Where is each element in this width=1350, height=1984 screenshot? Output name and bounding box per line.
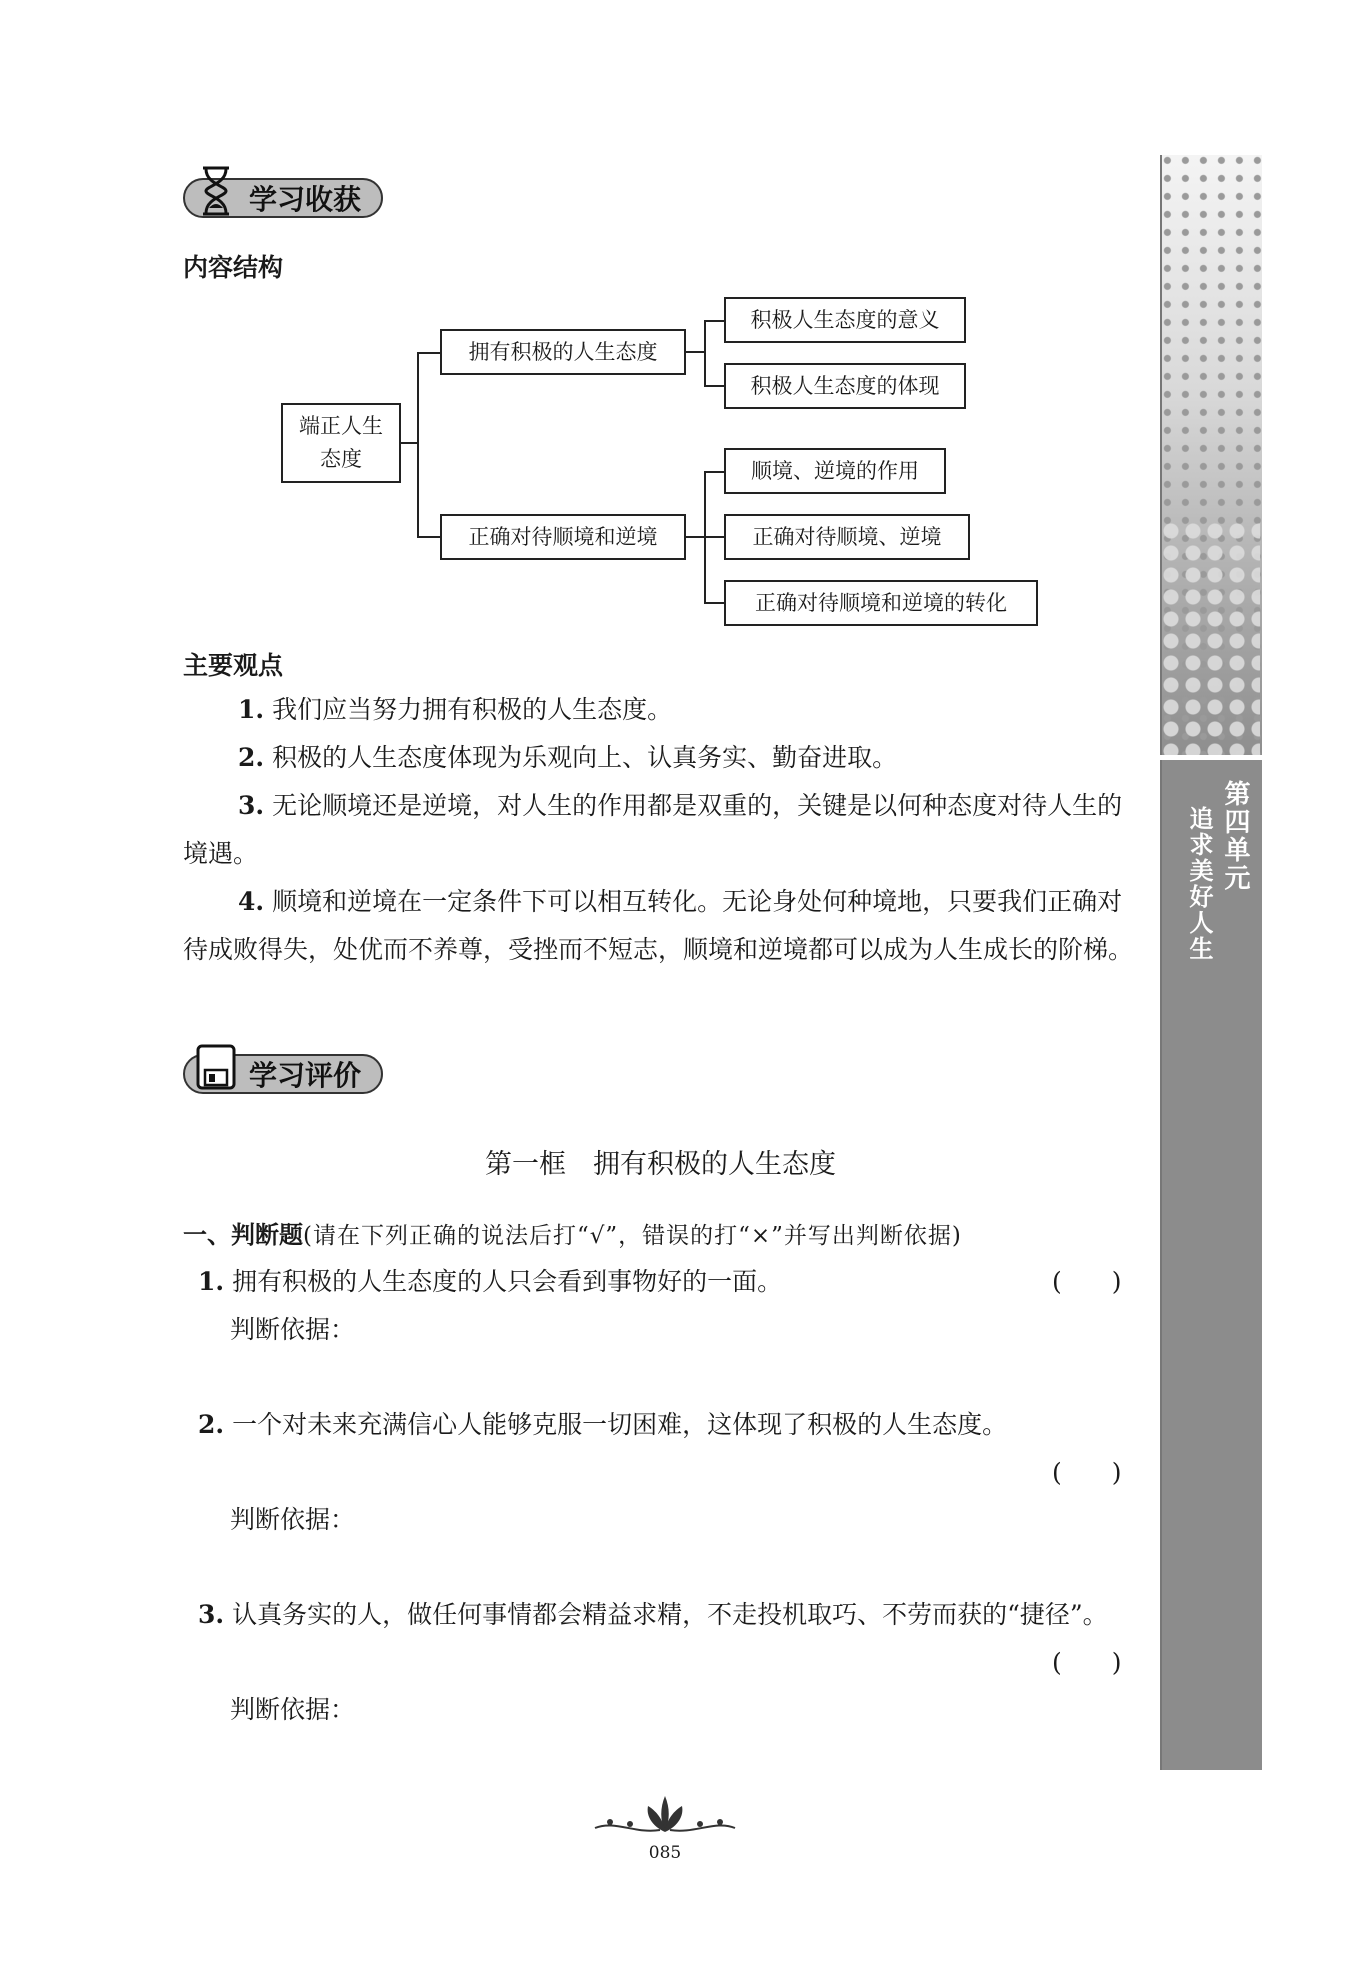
question-heading: 一、判断题(请在下列正确的说法后打“√”，错误的打“×”并写出判断依据) (183, 1221, 962, 1249)
answer-blank-3[interactable]: ( ) (1052, 1648, 1122, 1677)
side-tab-unit: 第四单元 (1220, 780, 1250, 892)
question-2: 2. 一个对未来充满信心人能够克服一切困难，这体现了积极的人生态度。 (198, 1410, 1008, 1439)
answer-blank-2[interactable]: ( ) (1052, 1458, 1122, 1487)
learning-evaluation-badge (183, 1054, 383, 1094)
side-tab (1160, 760, 1262, 1770)
main-points-title: 主要观点 (183, 651, 284, 680)
diagram-leaf-2-1: 顺境、逆境的作用 (724, 448, 946, 494)
diagram-leaf-1-1: 积极人生态度的意义 (724, 297, 966, 343)
point-1: 1. 我们应当努力拥有积极的人生态度。 (238, 695, 673, 724)
floppy-disk-icon (195, 1042, 237, 1092)
content-structure-title: 内容结构 (183, 253, 284, 282)
diagram-leaf-1-2: 积极人生态度的体现 (724, 363, 966, 409)
learning-gains-title: 学习收获 (249, 183, 362, 216)
learning-evaluation-title: 学习评价 (249, 1059, 362, 1092)
answer-blank-1[interactable]: ( ) (1052, 1267, 1122, 1296)
question-1: 1. 拥有积极的人生态度的人只会看到事物好的一面。 (198, 1267, 783, 1296)
page-number: 085 (648, 1843, 682, 1863)
lesson-title: 第一框 拥有积极的人生态度 (485, 1149, 836, 1180)
question-3: 3. 认真务实的人，做任何事情都会精益求精，不走投机取巧、不劳而获的“捷径”。 (198, 1600, 1108, 1629)
basis-label-1: 判断依据： (230, 1315, 356, 1344)
point-2: 2. 积极的人生态度体现为乐观向上、认真务实、勤奋进取。 (238, 743, 898, 772)
diagram-branch-1: 拥有积极的人生态度 (440, 329, 686, 375)
side-tab-dots (1160, 520, 1260, 755)
point-4: 4. 顺境和逆境在一定条件下可以相互转化。无论身处何种境地，只要我们正确对待成败得失，处优而不养尊，受挫而不短志，顺境和逆境都可以成为人生成长的阶梯。 (183, 887, 1134, 964)
learning-gains-badge (183, 178, 383, 218)
side-tab-title: 追求美好人生 (1185, 806, 1213, 962)
diagram-branch-2: 正确对待顺境和逆境 (440, 514, 686, 560)
diagram-leaf-2-3: 正确对待顺境和逆境的转化 (724, 580, 1038, 626)
footer-ornament-icon (590, 1790, 740, 1840)
basis-label-3: 判断依据： (230, 1695, 356, 1724)
diagram-leaf-2-2: 正确对待顺境、逆境 (724, 514, 970, 560)
diagram-root: 端正人生态度 (281, 403, 401, 483)
basis-label-2: 判断依据： (230, 1505, 356, 1534)
point-3: 3. 无论顺境还是逆境，对人生的作用都是双重的，关键是以何种态度对待人生的境遇。 (183, 791, 1123, 868)
hourglass-icon (195, 166, 237, 216)
